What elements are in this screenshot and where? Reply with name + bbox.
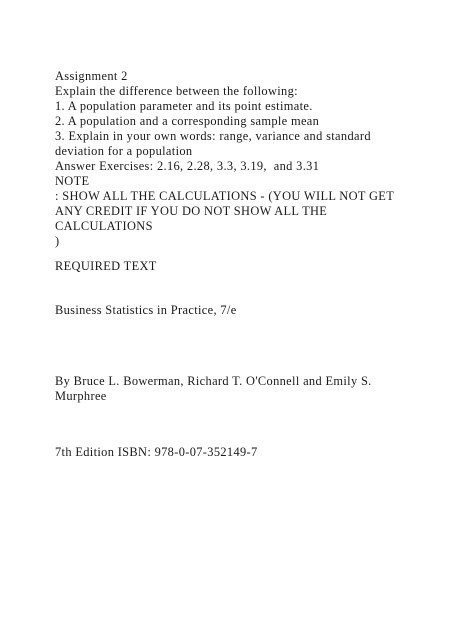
assignment-item-2: 2. A population and a corresponding sample mean	[55, 114, 320, 128]
note-line-1: : SHOW ALL THE CALCULATIONS - (YOU WILL NOT GET	[55, 189, 395, 203]
assignment-item-3-line-1: 3. Explain in your own words: range, variance and standard	[55, 129, 371, 143]
assignment-item-1: 1. A population parameter and its point estimate.	[55, 99, 313, 113]
edition-isbn: 7th Edition ISBN: 978-0-07-352149-7	[55, 445, 258, 459]
required-text-heading: REQUIRED TEXT	[55, 259, 157, 273]
assignment-item-3-line-2: deviation for a population	[55, 144, 193, 158]
assignment-exercises: Answer Exercises: 2.16, 2.28, 3.3, 3.19, and 3.31	[55, 159, 320, 173]
book-title: Business Statistics in Practice, 7/e	[55, 303, 237, 317]
assignment-prompt: Explain the difference between the following:	[55, 84, 298, 98]
note-line-3: CALCULATIONS	[55, 219, 153, 233]
authors-line-1: By Bruce L. Bowerman, Richard T. O'Connell and Emily S.	[55, 374, 372, 388]
authors-line-2: Murphree	[55, 389, 107, 403]
assignment-title: Assignment 2	[55, 69, 128, 83]
note-line-2: ANY CREDIT IF YOU DO NOT SHOW ALL THE	[55, 204, 328, 218]
note-close: )	[55, 234, 60, 248]
note-label: NOTE	[55, 174, 90, 188]
